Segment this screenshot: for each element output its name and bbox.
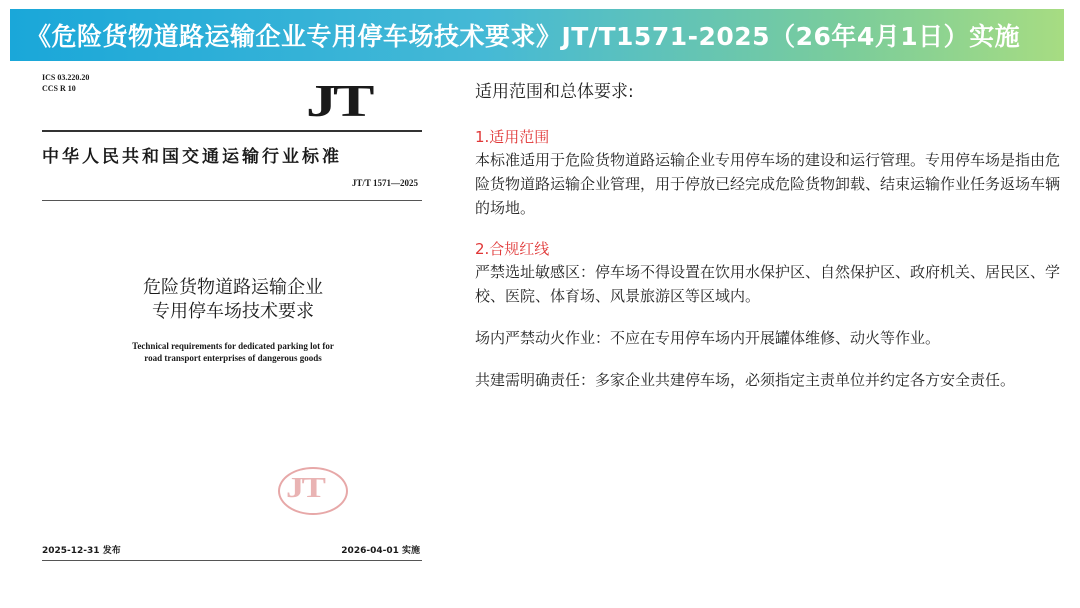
redline-item: 共建需明确责任：多家企业共建停车场，必须指定主责单位并约定各方安全责任。 (475, 371, 1016, 389)
content-heading: 适用范围和总体要求: (475, 82, 634, 102)
divider (42, 130, 422, 132)
implementation-date: 2026-04-01 实施 (341, 546, 420, 556)
standard-cover-image (40, 66, 426, 566)
section-title-scope: 1.适用范围 (475, 128, 550, 146)
classification-codes (42, 72, 89, 94)
issuing-authority: 中华人民共和国交通运输行业标准 (42, 147, 342, 167)
cover-title (40, 276, 426, 324)
ccs-code: CCS R 10 (42, 84, 76, 93)
redline-item: 场内严禁动火作业：不应在专用停车场内开展罐体维修、动火等作业。 (475, 329, 941, 347)
jt-seal-watermark (276, 461, 354, 519)
section-title-redlines: 2.合规红线 (475, 240, 550, 258)
standard-number: JT/T 1571—2025 (351, 178, 418, 188)
english-title-line: Technical requirements for dedicated parking lot for (132, 341, 334, 351)
divider (42, 560, 422, 561)
divider (42, 200, 422, 201)
cover-title-line: 危险货物道路运输企业 (143, 277, 323, 298)
english-title (40, 340, 426, 364)
title-banner (10, 9, 1064, 61)
banner-title: 《危险货物道路运输企业专用停车场技术要求》JT/T1571-2025（26年4月1日）实施 (26, 22, 1021, 51)
content-panel (475, 80, 1060, 392)
english-title-line: road transport enterprises of dangerous goods (144, 353, 322, 363)
ics-code: ICS 03.220.20 (42, 73, 90, 82)
section-body-scope: 本标准适用于危险货物道路运输企业专用停车场的建设和运行管理。专用停车场是指由危险货物道路运输企业管理，用于停放已经完成危险货物卸载、结束运输作业任务返场车辆的场地。 (475, 151, 1061, 217)
redline-item: 严禁选址敏感区：停车场不得设置在饮用水保护区、自然保护区、政府机关、居民区、学校、医院、体育场、风景旅游区等区域内。 (475, 263, 1061, 305)
cover-title-line: 专用停车场技术要求 (152, 301, 314, 322)
issue-date: 2025-12-31 发布 (42, 546, 121, 556)
seal-text: JT (286, 473, 324, 504)
jt-logo: JT (306, 75, 371, 126)
